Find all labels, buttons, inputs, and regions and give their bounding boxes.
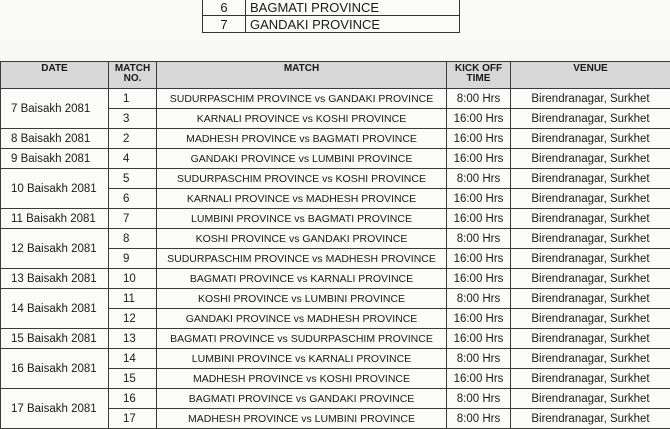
match-date: 16 Baisakh 2081 <box>1 349 109 389</box>
kickoff-time: 8:00 Hrs <box>447 89 511 109</box>
kickoff-time: 8:00 Hrs <box>447 229 511 249</box>
kickoff-time: 16:00 Hrs <box>447 209 511 229</box>
match-schedule-table <box>0 61 670 429</box>
match-venue: Birendranagar, Surkhet <box>511 329 670 349</box>
match-fixture: KARNALI PROVINCE vs KOSHI PROVINCE <box>157 109 447 129</box>
match-number: 15 <box>109 369 157 389</box>
match-fixture: BAGMATI PROVINCE vs GANDAKI PROVINCE <box>157 389 447 409</box>
table-row <box>1 329 670 349</box>
schedule-header-row <box>1 62 670 89</box>
match-venue: Birendranagar, Surkhet <box>511 189 670 209</box>
match-fixture: BAGMATI PROVINCE vs KARNALI PROVINCE <box>157 269 447 289</box>
match-venue: Birendranagar, Surkhet <box>511 229 670 249</box>
kickoff-time: 16:00 Hrs <box>447 109 511 129</box>
header-kickoff-time: KICK OFF TIME <box>447 62 511 89</box>
match-fixture: GANDAKI PROVINCE vs MADHESH PROVINCE <box>157 309 447 329</box>
match-number: 12 <box>109 309 157 329</box>
match-venue: Birendranagar, Surkhet <box>511 249 670 269</box>
match-number: 9 <box>109 249 157 269</box>
match-number: 14 <box>109 349 157 369</box>
table-row <box>1 149 670 169</box>
match-fixture: GANDAKI PROVINCE vs LUMBINI PROVINCE <box>157 149 447 169</box>
match-fixture: MADHESH PROVINCE vs KOSHI PROVINCE <box>157 369 447 389</box>
match-date: 8 Baisakh 2081 <box>1 129 109 149</box>
province-number: 6 <box>203 0 246 16</box>
match-venue: Birendranagar, Surkhet <box>511 369 670 389</box>
table-row <box>1 229 670 249</box>
match-number: 10 <box>109 269 157 289</box>
match-fixture: KOSHI PROVINCE vs LUMBINI PROVINCE <box>157 289 447 309</box>
match-fixture: LUMBINI PROVINCE vs KARNALI PROVINCE <box>157 349 447 369</box>
match-venue: Birendranagar, Surkhet <box>511 409 670 429</box>
match-date: 14 Baisakh 2081 <box>1 289 109 329</box>
match-number: 2 <box>109 129 157 149</box>
match-number: 13 <box>109 329 157 349</box>
match-date: 7 Baisakh 2081 <box>1 89 109 129</box>
match-date: 15 Baisakh 2081 <box>1 329 109 349</box>
table-row <box>1 169 670 189</box>
match-venue: Birendranagar, Surkhet <box>511 269 670 289</box>
match-number: 1 <box>109 89 157 109</box>
match-number: 3 <box>109 109 157 129</box>
match-venue: Birendranagar, Surkhet <box>511 129 670 149</box>
match-number: 4 <box>109 149 157 169</box>
match-fixture: KOSHI PROVINCE vs GANDAKI PROVINCE <box>157 229 447 249</box>
match-venue: Birendranagar, Surkhet <box>511 309 670 329</box>
header-match: MATCH <box>157 62 447 89</box>
match-date: 12 Baisakh 2081 <box>1 229 109 269</box>
kickoff-time: 8:00 Hrs <box>447 409 511 429</box>
province-row <box>203 0 460 16</box>
match-venue: Birendranagar, Surkhet <box>511 89 670 109</box>
table-row <box>1 389 670 409</box>
kickoff-time: 16:00 Hrs <box>447 189 511 209</box>
table-row <box>1 289 670 309</box>
match-fixture: MADHESH PROVINCE vs BAGMATI PROVINCE <box>157 129 447 149</box>
match-fixture: MADHESH PROVINCE vs LUMBINI PROVINCE <box>157 409 447 429</box>
province-list-table <box>202 0 460 33</box>
province-name: GANDAKI PROVINCE <box>246 16 460 33</box>
match-number: 6 <box>109 189 157 209</box>
table-row <box>1 209 670 229</box>
match-venue: Birendranagar, Surkhet <box>511 169 670 189</box>
match-number: 17 <box>109 409 157 429</box>
kickoff-time: 8:00 Hrs <box>447 289 511 309</box>
kickoff-time: 16:00 Hrs <box>447 329 511 349</box>
province-name: BAGMATI PROVINCE <box>246 0 460 16</box>
match-date: 17 Baisakh 2081 <box>1 389 109 429</box>
match-date: 11 Baisakh 2081 <box>1 209 109 229</box>
match-number: 8 <box>109 229 157 249</box>
kickoff-time: 16:00 Hrs <box>447 149 511 169</box>
province-row <box>203 16 460 33</box>
match-date: 9 Baisakh 2081 <box>1 149 109 169</box>
match-fixture: BAGMATI PROVINCE vs SUDURPASCHIM PROVINCE <box>157 329 447 349</box>
match-number: 11 <box>109 289 157 309</box>
table-row <box>1 349 670 369</box>
kickoff-time: 16:00 Hrs <box>447 129 511 149</box>
match-date: 10 Baisakh 2081 <box>1 169 109 209</box>
match-date: 13 Baisakh 2081 <box>1 269 109 289</box>
header-date: DATE <box>1 62 109 89</box>
match-fixture: SUDURPASCHIM PROVINCE vs GANDAKI PROVINCE <box>157 89 447 109</box>
kickoff-time: 8:00 Hrs <box>447 349 511 369</box>
match-venue: Birendranagar, Surkhet <box>511 109 670 129</box>
match-venue: Birendranagar, Surkhet <box>511 389 670 409</box>
table-row <box>1 129 670 149</box>
kickoff-time: 8:00 Hrs <box>447 169 511 189</box>
match-fixture: KARNALI PROVINCE vs MADHESH PROVINCE <box>157 189 447 209</box>
kickoff-time: 16:00 Hrs <box>447 309 511 329</box>
kickoff-time: 16:00 Hrs <box>447 249 511 269</box>
table-row <box>1 269 670 289</box>
kickoff-time: 8:00 Hrs <box>447 389 511 409</box>
match-number: 7 <box>109 209 157 229</box>
match-fixture: LUMBINI PROVINCE vs BAGMATI PROVINCE <box>157 209 447 229</box>
match-fixture: SUDURPASCHIM PROVINCE vs KOSHI PROVINCE <box>157 169 447 189</box>
match-venue: Birendranagar, Surkhet <box>511 209 670 229</box>
header-venue: VENUE <box>511 62 670 89</box>
kickoff-time: 16:00 Hrs <box>447 269 511 289</box>
match-venue: Birendranagar, Surkhet <box>511 349 670 369</box>
match-fixture: SUDURPASCHIM PROVINCE vs MADHESH PROVINCE <box>157 249 447 269</box>
province-number: 7 <box>203 16 246 33</box>
match-number: 5 <box>109 169 157 189</box>
match-number: 16 <box>109 389 157 409</box>
table-row <box>1 89 670 109</box>
kickoff-time: 16:00 Hrs <box>447 369 511 389</box>
match-venue: Birendranagar, Surkhet <box>511 149 670 169</box>
match-venue: Birendranagar, Surkhet <box>511 289 670 309</box>
header-match-no: MATCH NO. <box>109 62 157 89</box>
